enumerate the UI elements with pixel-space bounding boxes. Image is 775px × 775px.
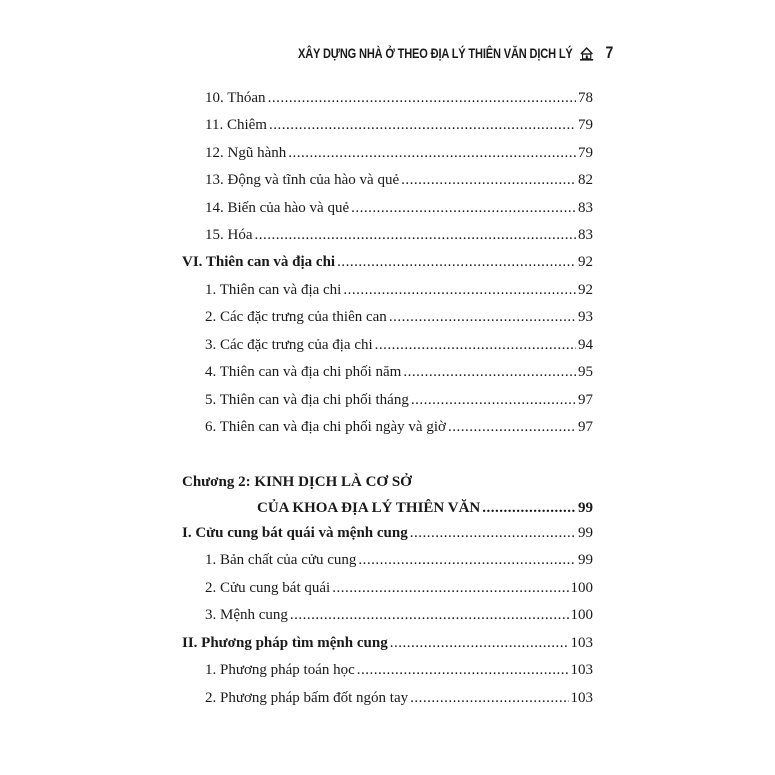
toc-section-page: 92 xyxy=(578,254,593,270)
toc-entry xyxy=(205,145,593,167)
toc-entry xyxy=(205,117,593,139)
toc-entry xyxy=(205,200,593,222)
toc-entry xyxy=(205,90,593,112)
leader-dots xyxy=(403,364,576,381)
toc-entry-page: 100 xyxy=(570,607,593,623)
toc-section xyxy=(182,635,593,657)
leader-dots xyxy=(358,552,576,569)
leader-dots xyxy=(410,690,568,707)
toc-section-page: 99 xyxy=(578,525,593,541)
toc-entry-page: 99 xyxy=(578,552,593,568)
chapter-heading: Chương 2: KINH DỊCH LÀ CƠ SỞ xyxy=(182,474,412,490)
toc-entry xyxy=(205,419,593,441)
chapter-title: CỦA KHOA ĐỊA LÝ THIÊN VĂN xyxy=(257,500,481,516)
toc-entry-label: 11. Chiêm xyxy=(205,117,267,133)
house-icon xyxy=(579,45,594,61)
toc-entry-label: 13. Động và tĩnh của hào và quẻ xyxy=(205,172,400,188)
toc-entry-page: 103 xyxy=(570,690,593,706)
toc-entry-page: 83 xyxy=(578,200,593,216)
toc-entry-label: 2. Cửu cung bát quái xyxy=(205,580,331,596)
leader-dots xyxy=(401,172,576,189)
toc-entry xyxy=(205,690,593,712)
toc-entry-label: 10. Thóan xyxy=(205,90,266,106)
toc-entry-label: 1. Thiên can và địa chi xyxy=(205,282,342,298)
toc-entry-page: 93 xyxy=(578,309,593,325)
leader-dots xyxy=(448,419,576,436)
toc-entry-label: 1. Phương pháp toán học xyxy=(205,662,355,678)
chapter-heading-line2 xyxy=(257,500,593,522)
leader-dots xyxy=(390,635,569,652)
toc-section-label: I. Cửu cung bát quái và mệnh cung xyxy=(182,525,408,541)
toc-entry xyxy=(205,364,593,386)
page-number: 7 xyxy=(605,43,614,62)
leader-dots xyxy=(411,392,576,409)
toc-entry-label: 1. Bản chất của cửu cung xyxy=(205,552,357,568)
toc-entry-page: 78 xyxy=(578,90,593,106)
toc-entry-label: 3. Các đặc trưng của địa chi xyxy=(205,337,373,353)
leader-dots xyxy=(268,90,576,107)
leader-dots xyxy=(357,662,569,679)
toc-entry-label: 6. Thiên can và địa chi phối ngày và giờ xyxy=(205,419,446,435)
leader-dots xyxy=(389,309,576,326)
toc-entry-page: 83 xyxy=(578,227,593,243)
leader-dots xyxy=(290,607,569,624)
leader-dots xyxy=(375,337,576,354)
toc-entry xyxy=(205,172,593,194)
leader-dots xyxy=(343,282,576,299)
leader-dots xyxy=(255,227,577,244)
toc-entry xyxy=(205,282,593,304)
toc-entry xyxy=(205,392,593,414)
leader-dots xyxy=(269,117,576,134)
toc-section xyxy=(182,254,593,276)
toc-entry-page: 94 xyxy=(578,337,593,353)
toc-entry-page: 103 xyxy=(570,662,593,678)
toc-entry-page: 97 xyxy=(578,419,593,435)
leader-dots xyxy=(332,580,568,597)
toc-entry-page: 95 xyxy=(578,364,593,380)
toc-entry-label: 5. Thiên can và địa chi phối tháng xyxy=(205,392,409,408)
toc-entry-label: 14. Biến của hào và quẻ xyxy=(205,200,350,216)
running-head xyxy=(298,43,613,63)
toc-entry xyxy=(205,227,593,249)
toc-entry xyxy=(205,309,593,331)
toc-section-label: II. Phương pháp tìm mệnh cung xyxy=(182,635,388,651)
toc-entry-label: 2. Các đặc trưng của thiên can xyxy=(205,309,387,325)
toc-entry xyxy=(205,662,593,684)
toc-entry-page: 100 xyxy=(570,580,593,596)
leader-dots xyxy=(337,254,576,271)
toc-entry-page: 92 xyxy=(578,282,593,298)
toc-section-page: 103 xyxy=(570,635,593,651)
leader-dots xyxy=(410,525,576,542)
toc-section xyxy=(182,525,593,547)
leader-dots xyxy=(482,500,576,517)
toc-entry-page: 79 xyxy=(578,117,593,133)
toc-entry-page: 97 xyxy=(578,392,593,408)
toc-section-label: VI. Thiên can và địa chi xyxy=(182,254,336,270)
toc-entry xyxy=(205,552,593,574)
toc-entry-label: 4. Thiên can và địa chi phối năm xyxy=(205,364,402,380)
toc-entry-label: 15. Hóa xyxy=(205,227,253,243)
toc-entry-label: 2. Phương pháp bấm đốt ngón tay xyxy=(205,690,409,706)
running-head-title: XÂY DỰNG NHÀ Ở THEO ĐỊA LÝ THIÊN VĂN DỊCH LÝ xyxy=(298,45,573,61)
toc-entry-label: 3. Mệnh cung xyxy=(205,607,288,623)
leader-dots xyxy=(288,145,576,162)
toc-entry-page: 82 xyxy=(578,172,593,188)
toc-entry-label: 12. Ngũ hành xyxy=(205,145,287,161)
chapter-page: 99 xyxy=(578,500,593,516)
toc-entry xyxy=(205,580,593,602)
toc-entry-page: 79 xyxy=(578,145,593,161)
toc-entry xyxy=(205,337,593,359)
leader-dots xyxy=(351,200,576,217)
toc-entry xyxy=(205,607,593,629)
